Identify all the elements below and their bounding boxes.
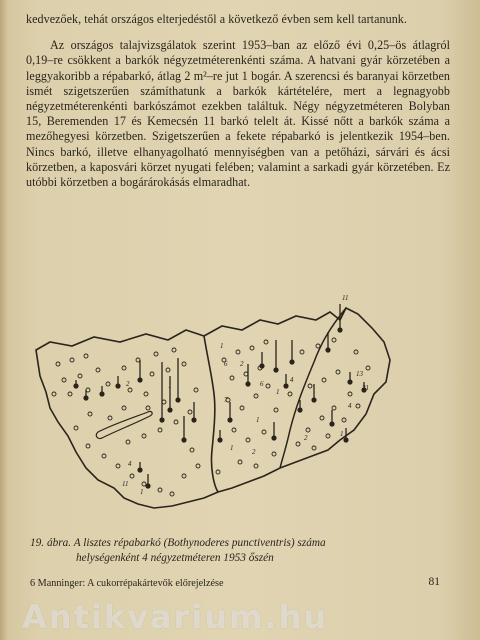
count-marker-dot xyxy=(289,359,294,364)
lake-balaton xyxy=(96,411,152,438)
marker-label: 1 xyxy=(168,382,172,390)
marker-label: 21 xyxy=(362,384,369,392)
empty-markers xyxy=(52,338,370,496)
marker-label: 7 xyxy=(224,396,228,404)
count-marker-dot xyxy=(343,437,348,442)
empty-marker xyxy=(316,344,320,348)
caption-line-2: helységenként 4 négyzetméteren 1953 őszén xyxy=(76,552,274,564)
empty-marker xyxy=(250,346,254,350)
count-marker-dot xyxy=(271,435,276,440)
marker-label: 13 xyxy=(356,370,363,378)
empty-marker xyxy=(230,376,234,380)
empty-marker xyxy=(196,464,200,468)
marker-label: 6 xyxy=(260,380,264,388)
empty-marker xyxy=(142,482,146,486)
empty-marker xyxy=(266,384,270,388)
empty-marker xyxy=(68,392,72,396)
empty-marker xyxy=(88,412,92,416)
empty-marker xyxy=(146,406,150,410)
empty-marker xyxy=(174,420,178,424)
empty-marker xyxy=(354,350,358,354)
empty-marker xyxy=(158,488,162,492)
marker-label: 2 xyxy=(304,434,308,442)
empty-marker xyxy=(194,388,198,392)
count-marker-dot xyxy=(245,381,250,386)
paragraph-2: Az országos talajvizsgálatok szerint 1953–ban az előző évi 0,25–ös átlagról 0,19–re csökkent a barkók négyzetméterenkénti száma. A hatvani gyár körzetében a leggyakoribb a répabarkó, átlag 2 m²–re jut 1 bogár. A szerencsi és baranyai körzetben ismét szigetszerűen számíthatunk a barkók kártételére, mert a legnagyobb négyzetméterenkénti barkószámot ezekben találtuk. Négy négyzetméteren Bolyban 15, Beremenden 17 és Kemecsén 11 barkó telelt át. Kissé nőtt a barkók száma a mezőhegyesi körzetben. Szigetszerűen a fekete répabarkó is jelentkezik 1954–ben. Nincs barkó, illetve elhanyagolható mennyiségben van a petőházi, sárvári és ácsi körzetben, a kaposvári körzet nyugati felében; valamint a sarkadi gyár körzetében. Ez utóbbi körzetben a bogárárokásás elmaradhat. xyxy=(26,38,450,190)
marker-label: 4 xyxy=(348,402,352,410)
footer-running-title: 6 Manninger: A cukorrépakártevők előrejelzése xyxy=(30,578,224,589)
paragraph-1: kedvezőek, tehát országos elterjedéstől a következő évben sem kell tartanunk. xyxy=(26,12,407,26)
empty-marker xyxy=(172,348,176,352)
count-markers xyxy=(73,304,366,489)
count-marker-dot xyxy=(115,383,120,388)
count-marker-dot xyxy=(73,383,78,388)
watermark-logo: Antikvarium.hu xyxy=(22,598,329,636)
marker-label: 1 xyxy=(340,430,344,438)
empty-marker xyxy=(320,416,324,420)
page-number: 81 xyxy=(428,576,440,588)
empty-marker xyxy=(190,448,194,452)
empty-marker xyxy=(238,460,242,464)
empty-marker xyxy=(332,338,336,342)
empty-marker xyxy=(366,366,370,370)
marker-label: 1 xyxy=(276,388,280,396)
empty-marker xyxy=(312,446,316,450)
empty-marker xyxy=(130,474,134,478)
empty-marker xyxy=(70,358,74,362)
empty-marker xyxy=(322,378,326,382)
empty-marker xyxy=(122,406,126,410)
empty-marker xyxy=(254,464,258,468)
body-text xyxy=(26,12,450,190)
empty-marker xyxy=(274,408,278,412)
empty-marker xyxy=(262,430,266,434)
count-marker-dot xyxy=(217,437,222,442)
empty-marker xyxy=(56,362,60,366)
count-marker-dot xyxy=(325,347,330,352)
empty-marker xyxy=(272,452,276,456)
empty-marker xyxy=(240,406,244,410)
marker-label: 2 xyxy=(126,380,130,388)
page-footer xyxy=(30,576,450,592)
empty-marker xyxy=(182,362,186,366)
marker-label: 11 xyxy=(342,294,349,302)
marker-label: 4 xyxy=(290,376,294,384)
empty-marker xyxy=(332,406,336,410)
empty-marker xyxy=(246,438,250,442)
empty-marker xyxy=(336,370,340,374)
empty-marker xyxy=(356,404,360,408)
empty-marker xyxy=(296,442,300,446)
count-marker-dot xyxy=(145,483,150,488)
marker-label: 11 xyxy=(122,480,129,488)
count-marker-dot xyxy=(227,417,232,422)
count-marker-dot xyxy=(167,407,172,412)
empty-marker xyxy=(102,454,106,458)
caption-line-1: 19. ábra. A lisztes répabarkó (Bothynoderes punctiventris) száma xyxy=(30,537,326,549)
count-marker-dot xyxy=(311,397,316,402)
marker-labels xyxy=(122,294,369,496)
count-marker-dot xyxy=(297,407,302,412)
count-marker-dot xyxy=(137,377,142,382)
count-marker-dot xyxy=(347,379,352,384)
empty-marker xyxy=(326,434,330,438)
marker-label: 1 xyxy=(230,444,234,452)
empty-marker xyxy=(150,372,154,376)
count-marker-dot xyxy=(191,417,196,422)
count-marker-dot xyxy=(273,367,278,372)
empty-marker xyxy=(158,428,162,432)
empty-marker xyxy=(288,392,292,396)
marker-label: 6 xyxy=(224,360,228,368)
empty-marker xyxy=(236,350,240,354)
empty-marker xyxy=(182,474,186,478)
empty-marker xyxy=(86,444,90,448)
empty-marker xyxy=(308,384,312,388)
empty-marker xyxy=(170,492,174,496)
empty-marker xyxy=(232,428,236,432)
empty-marker xyxy=(216,470,220,474)
empty-marker xyxy=(122,366,126,370)
marker-label: 1 xyxy=(220,342,224,350)
count-marker-dot xyxy=(283,383,288,388)
empty-marker xyxy=(142,434,146,438)
count-marker-dot xyxy=(259,363,264,368)
count-marker-dot xyxy=(337,327,342,332)
empty-marker xyxy=(188,410,192,414)
empty-marker xyxy=(84,354,88,358)
count-marker-dot xyxy=(329,421,334,426)
count-marker-dot xyxy=(181,437,186,442)
empty-marker xyxy=(74,426,78,430)
empty-marker xyxy=(128,388,132,392)
empty-marker xyxy=(108,416,112,420)
marker-label: 2 xyxy=(252,448,256,456)
marker-label: 1 xyxy=(140,488,144,496)
count-marker-dot xyxy=(99,391,104,396)
count-marker-dot xyxy=(83,395,88,400)
empty-marker xyxy=(342,418,346,422)
empty-marker xyxy=(348,392,352,396)
empty-marker xyxy=(62,378,66,382)
marker-label: 1 xyxy=(256,416,260,424)
figure-caption xyxy=(30,536,450,566)
empty-marker xyxy=(166,368,170,372)
empty-marker xyxy=(264,340,268,344)
count-marker-dot xyxy=(137,467,142,472)
empty-marker xyxy=(254,394,258,398)
empty-marker xyxy=(126,440,130,444)
empty-marker xyxy=(300,350,304,354)
count-marker-dot xyxy=(159,417,164,422)
empty-marker xyxy=(78,374,82,378)
empty-marker xyxy=(306,428,310,432)
marker-label: 2 xyxy=(240,360,244,368)
empty-marker xyxy=(144,392,148,396)
empty-marker xyxy=(116,464,120,468)
hungary-map-figure xyxy=(28,290,448,530)
marker-label: 4 xyxy=(128,460,132,468)
empty-marker xyxy=(154,352,158,356)
danube-river xyxy=(204,336,218,492)
count-marker-dot xyxy=(175,397,180,402)
empty-marker xyxy=(96,368,100,372)
empty-marker xyxy=(106,382,110,386)
empty-marker xyxy=(52,392,56,396)
